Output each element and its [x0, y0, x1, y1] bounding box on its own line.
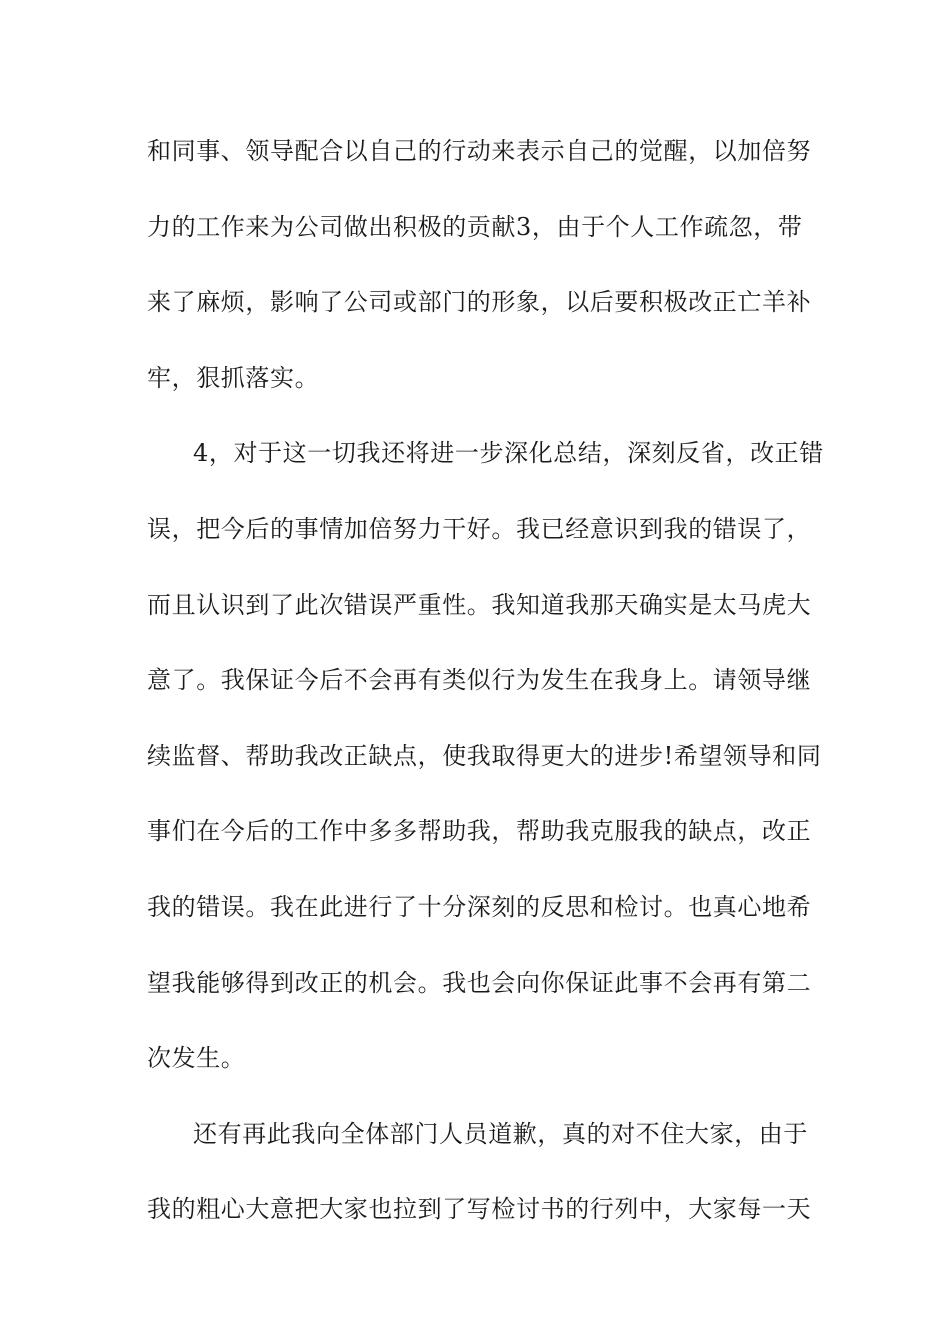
- text-line: 来了麻烦，影响了公司或部门的形象，以后要积极改正亡羊补: [147, 288, 812, 317]
- text-line: 意了。我保证今后不会再有类似行为发生在我身上。请领导继: [147, 666, 812, 695]
- text-line: 误，把今后的事情加倍努力干好。我已经意识到我的错误了，: [147, 514, 812, 543]
- paragraph-first-line: 4，对于这一切我还将进一步深化总结，深刻反省，改正错: [193, 439, 824, 468]
- document-body: [147, 127, 824, 1261]
- text-line: 我的错误。我在此进行了十分深刻的反思和检讨。也真心地希: [147, 892, 812, 921]
- text-line: 而且认识到了此次错误严重性。我知道我那天确实是太马虎大: [147, 590, 812, 619]
- text-line: 次发生。: [147, 1044, 246, 1073]
- text-line: 我的粗心大意把大家也拉到了写检讨书的行列中，大家每一天: [147, 1195, 812, 1224]
- text-line: 望我能够得到改正的机会。我也会向你保证此事不会再有第二: [147, 968, 812, 997]
- text-line: 续监督、帮助我改正缺点，使我取得更大的进步!希望领导和同: [147, 741, 822, 770]
- paragraph-first-line: 还有再此我向全体部门人员道歉，真的对不住大家，由于: [193, 1119, 808, 1148]
- text-line: 牢，狠抓落实。: [147, 363, 320, 392]
- text-line: 和同事、领导配合以自己的行动来表示自己的觉醒，以加倍努: [147, 137, 812, 165]
- text-line: 力的工作来为公司做出积极的贡献3，由于个人工作疏忽，带: [147, 212, 803, 241]
- text-line: 事们在今后的工作中多多帮助我，帮助我克服我的缺点，改正: [147, 817, 812, 846]
